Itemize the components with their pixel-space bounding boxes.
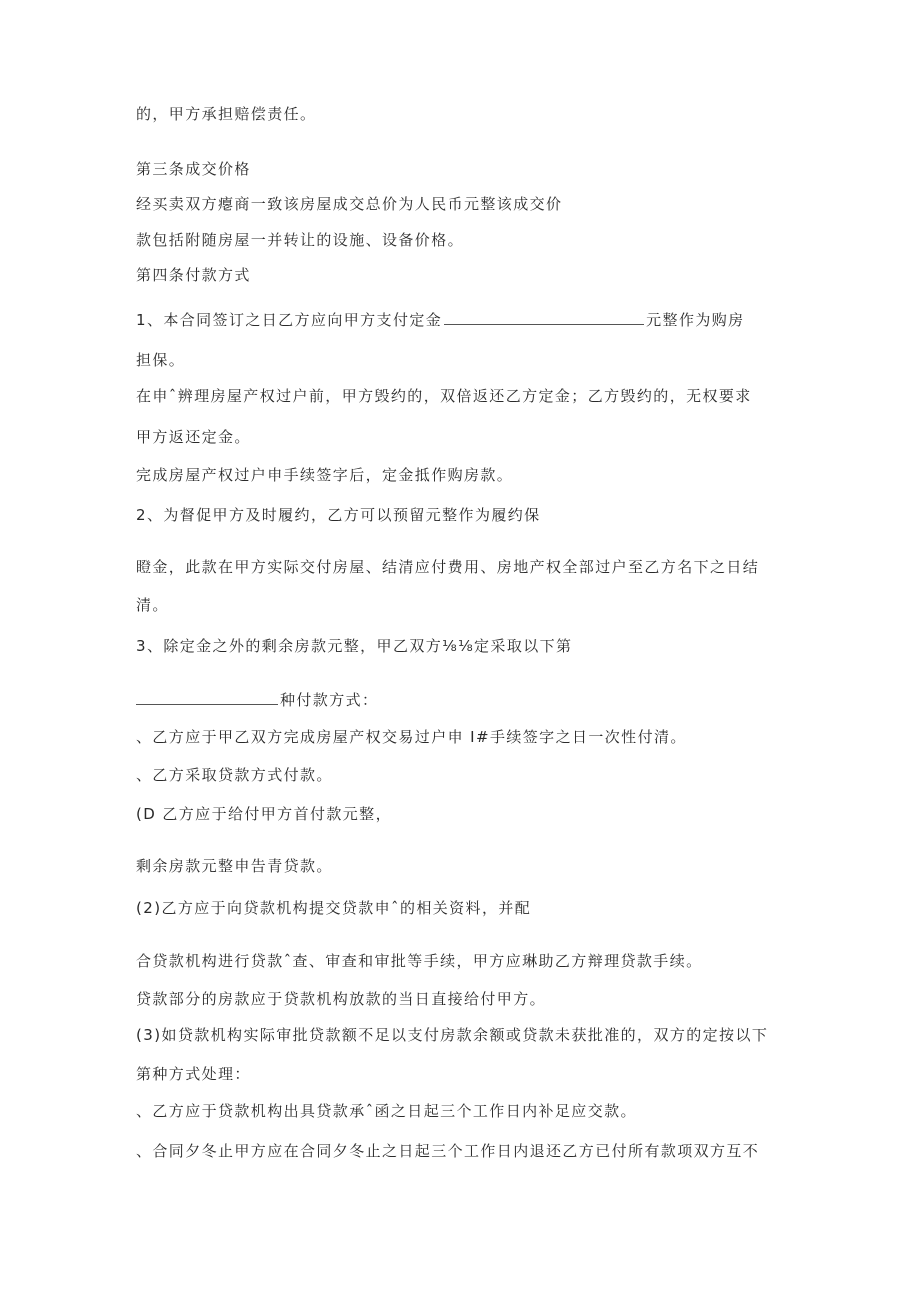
deposit-text-end: 元整作为购房 [646,311,745,329]
text-line-loan-process: 合贷款机构进行贷款ˆ查、审查和审批等手续，甲方应琳助乙方辩理贷款手续。 [136,952,703,970]
text-line-submit-materials: (2)乙方应于向贷款机构提交贷款申ˆ的相关资料，并配 [136,899,532,917]
text-line-refund-deposit: 甲方返还定金。 [136,428,251,446]
text-line-lump-sum: 、乙方应于甲乙双方完成房屋产权交易过户申 I#手续签字之日一次性付清。 [136,728,687,746]
heading-article-4-payment: 第四条付款方式 [136,266,251,284]
text-line-liability: 的，甲方承担赔偿责任。 [136,105,317,123]
text-line-handling-method: 第种方式处理： [136,1065,251,1083]
text-line-guarantee: 担保。 [136,351,186,369]
text-line-deposit-offset: 完成房屋产权过户申手续签字后，定金抵作购房款。 [136,466,514,484]
deposit-text-start: 1、本合同签订之日乙方应向甲方支付定金 [136,311,443,329]
text-line-loan-method: 、乙方采取贷款方式付款。 [136,766,333,784]
heading-article-3-price: 第三条成交价格 [136,160,251,178]
deposit-amount-blank[interactable] [444,310,644,325]
text-line-performance-bond: 2、为督促甲方及时履约，乙方可以预留元整作为履约保 [136,506,541,524]
text-line-total-price: 经买卖双方瘪商一致该房屋成交总价为人民币元整该成交价 [136,195,563,213]
text-line-bond-settlement: 瞪金，此款在甲方实际交付房屋、结清应付费用、房地产权全部过户至乙方名下之日结 [136,558,760,576]
text-line-payment-method-choice [136,690,378,710]
text-line-loan-shortfall: (3)如贷款机构实际审批贷款额不足以支付房款余额或贷款未获批准的，双方的定按以下 [136,1026,769,1044]
text-line-deposit [136,310,745,330]
text-line-down-payment: (D 乙方应于给付甲方首付款元整， [136,805,392,823]
text-line-loan-application: 剩余房款元整申告青贷款。 [136,857,333,875]
text-line-make-up-payment: 、乙方应于贷款机构出具贷款承ˆ函之日起三个工作日内补足应交款。 [136,1102,637,1120]
text-line-settled: 清。 [136,596,169,614]
text-line-loan-disbursement: 贷款部分的房款应于贷款机构放款的当日直接给付甲方。 [136,990,547,1008]
text-line-includes-facilities: 款包括附随房屋一并转让的设施、设备价格。 [136,231,465,249]
text-line-remaining-payment: 3、除定金之外的剩余房款元整，甲乙双方⅛⅛定采取以下第 [136,637,573,655]
text-line-contract-termination: 、合同夕冬止甲方应在合同夕冬止之日起三个工作日内退还乙方已付所有款项双方互不 [136,1142,760,1160]
payment-option-blank[interactable] [136,690,278,705]
payment-method-label: 种付款方式： [280,691,379,709]
text-line-breach-terms: 在申ˆ辨理房屋产权过户前，甲方毁约的，双倍返还乙方定金；乙方毁约的，无权要求 [136,387,752,405]
